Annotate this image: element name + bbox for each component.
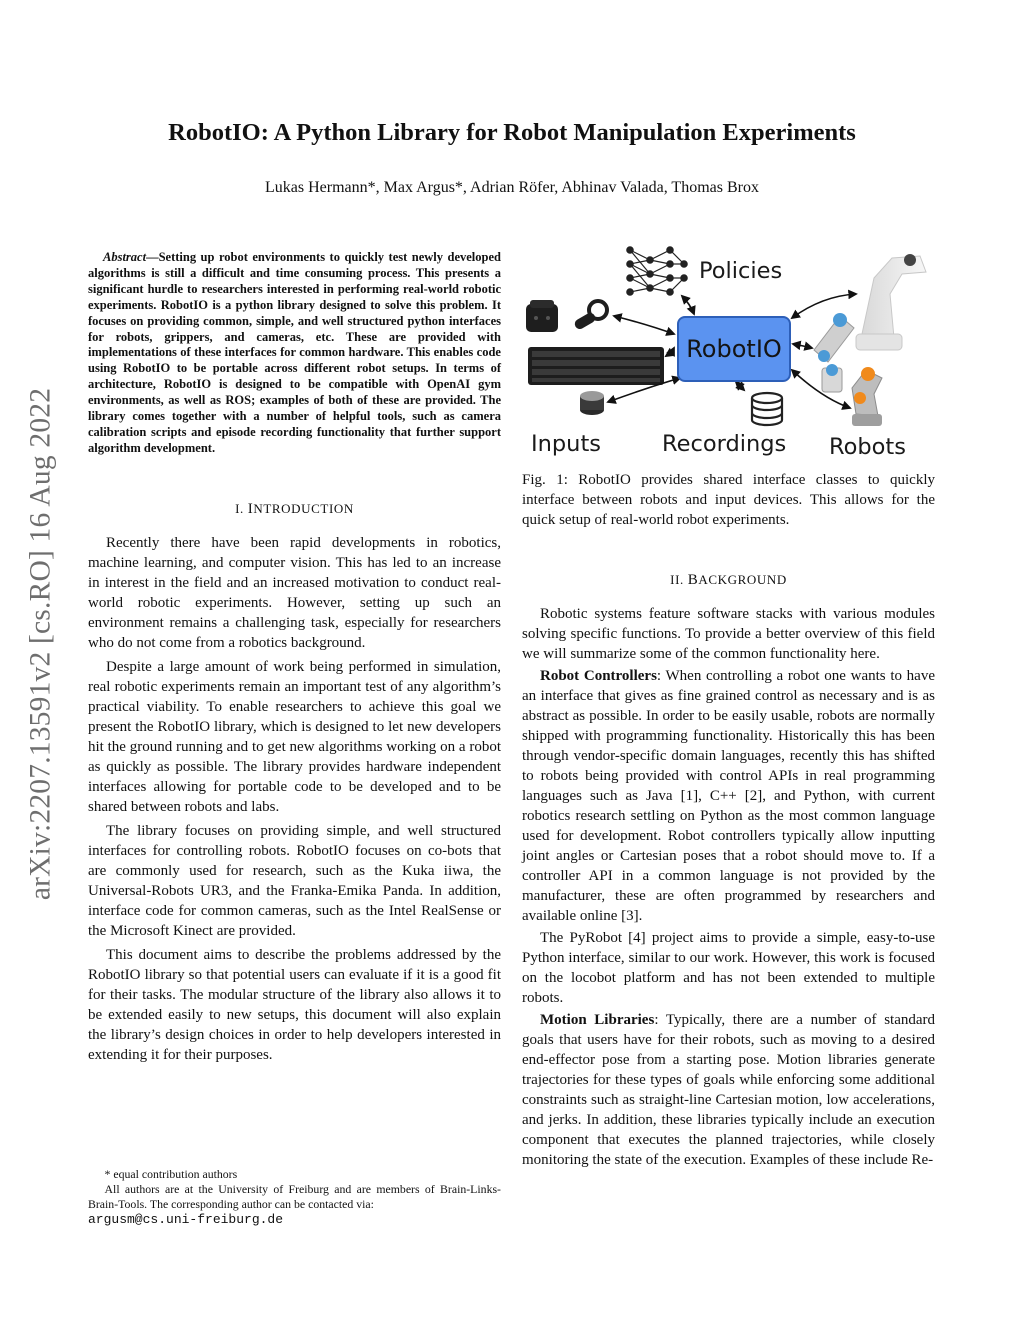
arrow-ur3 — [793, 344, 812, 348]
section-numeral: I. — [235, 500, 244, 516]
abstract-label: Abstract — [103, 250, 147, 264]
abstract-text: Setting up robot environments to quickly test newly developed algorithms is still a difficult and time consuming process. This presents a significant hurdle to researchers interested in performing real-world robotic experiments. RobotIO is a python library designed to solve this problem. It focuses on providing common, simple, and well structured python interfaces for robots, grippers, and cameras, etc. These are provided with implementations of these interfaces for common hardware. This enables code using RobotIO to be portable across different robot setups. In terms of architecture, RobotIO is designed to be compatible with OpenAI gym environments, as well as ROS; examples of both of these are provided. The library comes together with a number of helpful tools, such as camera calibration scripts and episode recording functionality that further support algorithm development. — [88, 250, 501, 455]
section-initial: B — [687, 572, 699, 588]
robot-controllers-paragraph — [522, 666, 935, 926]
author-list: Lukas Hermann*, Max Argus*, Adrian Röfer, Abhinav Valada, Thomas Brox — [265, 179, 759, 196]
arrow-keyboard — [666, 348, 674, 356]
label-robots: Robots — [829, 434, 906, 460]
space-mouse-icon — [580, 391, 604, 415]
robotio-core-box: RobotIO — [677, 316, 791, 382]
abstract — [88, 250, 501, 457]
arrow-vr — [614, 316, 674, 334]
robot-controllers-label: Robot Controllers — [540, 668, 657, 684]
database-icon — [752, 393, 782, 425]
franka-panda-robot-icon — [856, 254, 926, 350]
kuka-iiwa-robot-icon — [852, 367, 882, 426]
section-numeral: II. — [670, 572, 684, 587]
figure-caption: Fig. 1: RobotIO provides shared interface classes to quickly interface between robots and input devices. This allows for the quick setup of real-world robot experiments. — [522, 472, 935, 528]
pyrobot-paragraph: The PyRobot [4] project aims to provide a simple, easy-to-use Python interface, similar to our work. However, this work is focused on the locobot platform and has not been extended to multiple robots. — [522, 930, 935, 1006]
background-intro-paragraph: Robotic systems feature software stacks with various modules solving specific functions. To provide a better overview of this field we will summarize some of the common functionality here. — [522, 606, 935, 662]
abstract-dash: — — [146, 250, 159, 264]
section-initial: I — [247, 500, 254, 517]
right-column — [522, 470, 935, 1170]
footnotes — [88, 1167, 501, 1227]
label-inputs: Inputs — [531, 431, 601, 457]
footnote-affiliation: All authors are at the University of Freiburg and are members of Brain-Links-Brain-Tools. The corresponding author can be contacted via: — [88, 1182, 501, 1211]
ur3-robot-icon — [814, 313, 854, 392]
intro-paragraph: Recently there have been rapid developments in robotics, machine learning, and computer vision. This has led to an increase in interest in the field and an increased motivation to conduct real-world robotic experiments. However, setting up such an environment remains a challenging task, especially for researchers who do not come from a robotics background. — [88, 534, 501, 651]
keyboard-icon — [528, 347, 664, 385]
vr-controller-icon — [573, 301, 607, 331]
motion-libraries-text: : Typically, there are a number of standard goals that users have for their robots, such as moving to a desired end-effector pose from a starting pose. Motion libraries generate trajectories for these types of goals while enforcing some additional constraints such as straight-line Cartesian motion, low accelerations, and jerks. In addition, these libraries typically include an execution component that executes the planned trajectories, while closely monitoring the state of the execution. Examples of these include Re- — [522, 1012, 936, 1168]
robot-controllers-text: : When controlling a robot one wants to have an interface that gives as fine grained control as necessary and is as abstract as possible. In order to be easily usable, robots are normally shipped with programming functionality. Historically this has been through vendor-specific domain languages, recently this has shifted to robots being provided with control APIs in real programming languages such as Java [1], C++ [2], and Python, with current robotics research settling on Python as the most common language used for development. Robot controllers typically allow inputting joint angles or Cartesian poses that a robot should move to. If a controller API in a common language is not provided by the manufacturer, these are often programmed by researchers and available online [3]. — [522, 668, 935, 924]
arrow-franka — [792, 294, 856, 318]
footnote-equal-contribution: * equal contribution authors — [104, 1167, 238, 1181]
left-column — [88, 250, 501, 1065]
arxiv-side-identifier — [22, 345, 60, 943]
arxiv-id-text: arXiv:2207.13591v2 [cs.RO] 16 Aug 2022 — [24, 387, 57, 901]
section-heading-background — [522, 570, 935, 590]
intro-paragraph: The library focuses on providing simple, and well structured interfaces for controlling robots. RobotIO focuses on co-bots that are commonly used for research, such as the Kuka iiwa, the Universal-Robots UR3, and the Franka-Emika Panda. In addition, interface code for common cameras, such as the Intel RealSense or the Microsoft Kinect are provided. — [88, 822, 501, 939]
paper-title: RobotIO: A Python Library for Robot Manipulation Experiments — [168, 119, 856, 146]
motion-libraries-paragraph — [522, 1010, 935, 1170]
motion-libraries-label: Motion Libraries — [540, 1012, 655, 1028]
intro-paragraph: Despite a large amount of work being performed in simulation, real robotic experiments remain an important test of any algorithm’s practical viability. To enable researchers to achieve this goal we present the RobotIO library, which is designed to let new developers hit the ground running and to get new algorithms working on a robot as quickly as possible. The library provides hardware independent interfaces allowing for portable code to be developed and to be shared between robots and labs. — [88, 658, 501, 815]
arrow-recordings — [736, 382, 744, 390]
label-recordings: Recordings — [662, 431, 787, 457]
vr-headset-icon — [526, 300, 558, 332]
section-rest: ACKGROUND — [698, 572, 787, 587]
section-heading-introduction — [88, 499, 501, 519]
section-rest: NTRODUCTION — [253, 500, 354, 516]
intro-paragraph: This document aims to describe the problems addressed by the RobotIO library so that potential users can evaluate if it is a good fit for their tasks. The modular structure of the library also allows it to be extended easily to new setups, this document will also explain the library’s design choices in order to help developers interested in extending it for their purposes. — [88, 946, 501, 1063]
figure-robotio-overview — [522, 238, 935, 468]
arrow-policies — [682, 296, 694, 314]
label-policies: Policies — [699, 258, 783, 284]
contact-email[interactable]: argusm@cs.uni-freiburg.de — [88, 1212, 284, 1227]
neural-network-icon — [627, 247, 687, 295]
